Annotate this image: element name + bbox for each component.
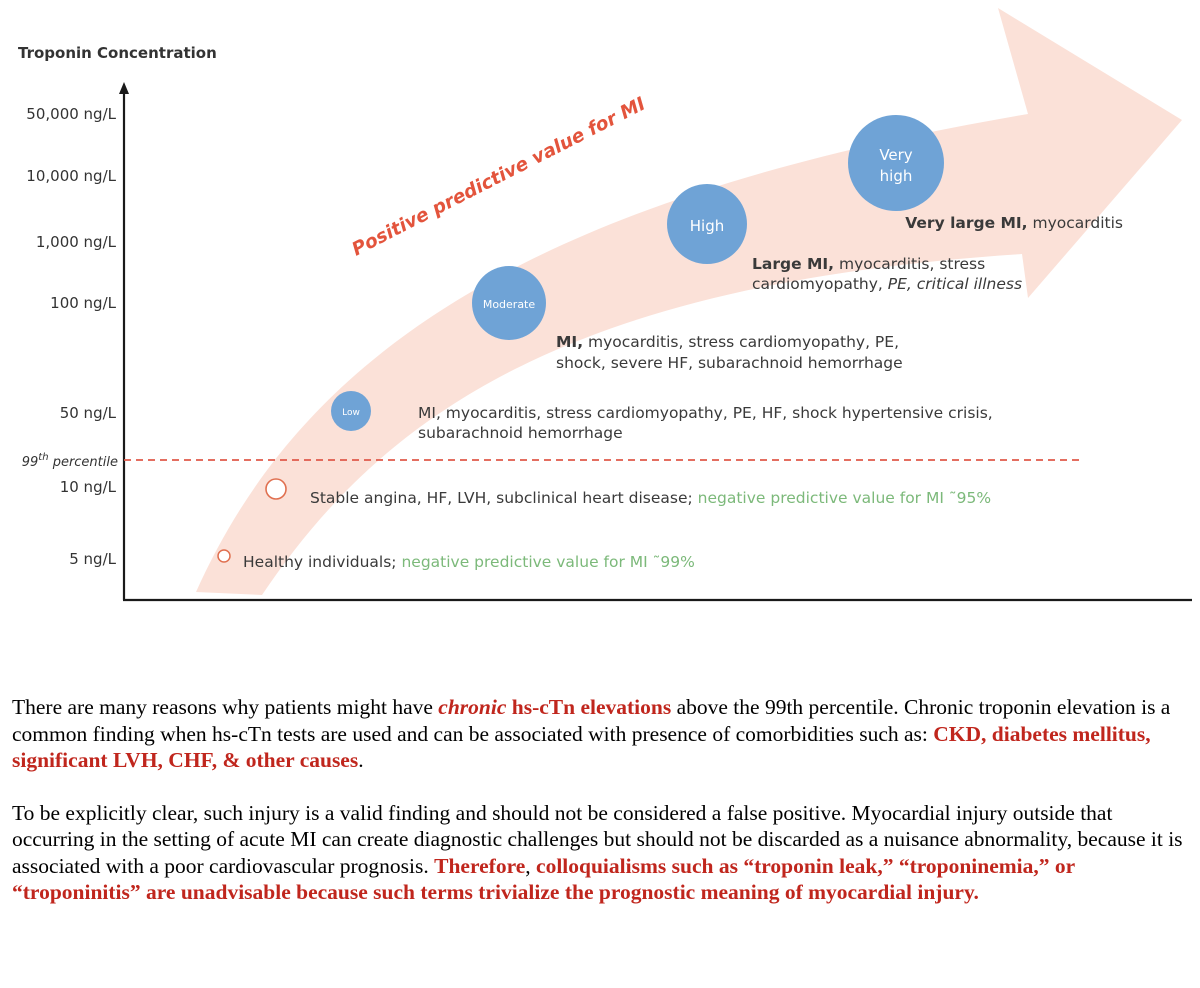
- arrow-label: Positive predictive value for MI: [348, 93, 649, 261]
- high-bubble-label: High: [689, 217, 725, 235]
- paragraph-1: There are many reasons why patients might have chronic hs-cTn elevations above the 99th percentile. Chronic troponin elevation is a common finding when hs-cTn tests are used and can be associated with presence of comorbidities such as: CKD, diabetes mellitus, significant LVH, CHF, & other causes.: [12, 695, 1171, 772]
- percentile-label: 99th percentile: [21, 452, 118, 470]
- healthy-circle: [218, 550, 230, 562]
- level-desc: Stable angina, HF, LVH, subclinical heart disease; negative predictive value for MI ˜95%: [310, 489, 992, 507]
- level-desc: Healthy individuals; negative predictive value for MI ˜99%: [243, 553, 695, 571]
- y-tick-label: 100 ng/L: [50, 294, 116, 312]
- very-high-bubble-label: high: [879, 167, 913, 185]
- level-desc: MI, myocarditis, stress cardiomyopathy, PE,: [556, 333, 899, 351]
- y-axis-title: Troponin Concentration: [18, 44, 217, 62]
- y-axis-arrowhead: [119, 82, 129, 94]
- level-desc: shock, severe HF, subarachnoid hemorrhage: [556, 354, 903, 372]
- y-tick-label: 50,000 ng/L: [26, 105, 116, 123]
- level-desc: MI, myocarditis, stress cardiomyopathy, PE, HF, shock hypertensive crisis,: [418, 404, 993, 422]
- y-tick-label: 10 ng/L: [59, 478, 116, 496]
- body-text: [12, 694, 1192, 932]
- y-tick-label: 1,000 ng/L: [35, 233, 116, 251]
- y-tick-label: 10,000 ng/L: [26, 167, 116, 185]
- level-desc: cardiomyopathy, PE, critical illness: [752, 275, 1023, 293]
- level-desc: Very large MI, myocarditis: [905, 214, 1123, 232]
- low-bubble-label: Low: [342, 408, 360, 418]
- paragraph-2: To be explicitly clear, such injury is a valid finding and should not be considered a false positive. Myocardial injury outside that occurring in the setting of acute MI can create diagnostic challenges but should not be discarded as a nuisance abnormality, because it is associated with a poor cardiovascular prognosis. Therefore, colloquialisms such as “troponin leak,” “troponinemia,” or “troponinitis” are unadvisable because such terms trivialize the prognostic meaning of myocardial injury.: [12, 800, 1183, 904]
- y-tick-label: 5 ng/L: [69, 550, 116, 568]
- y-tick-label: 50 ng/L: [59, 404, 116, 422]
- very-high-bubble-label: Very: [879, 146, 913, 164]
- moderate-bubble-label: Moderate: [482, 298, 536, 311]
- stable-circle: [266, 479, 286, 499]
- level-desc: subarachnoid hemorrhage: [418, 424, 623, 442]
- level-desc: Large MI, myocarditis, stress: [752, 255, 986, 273]
